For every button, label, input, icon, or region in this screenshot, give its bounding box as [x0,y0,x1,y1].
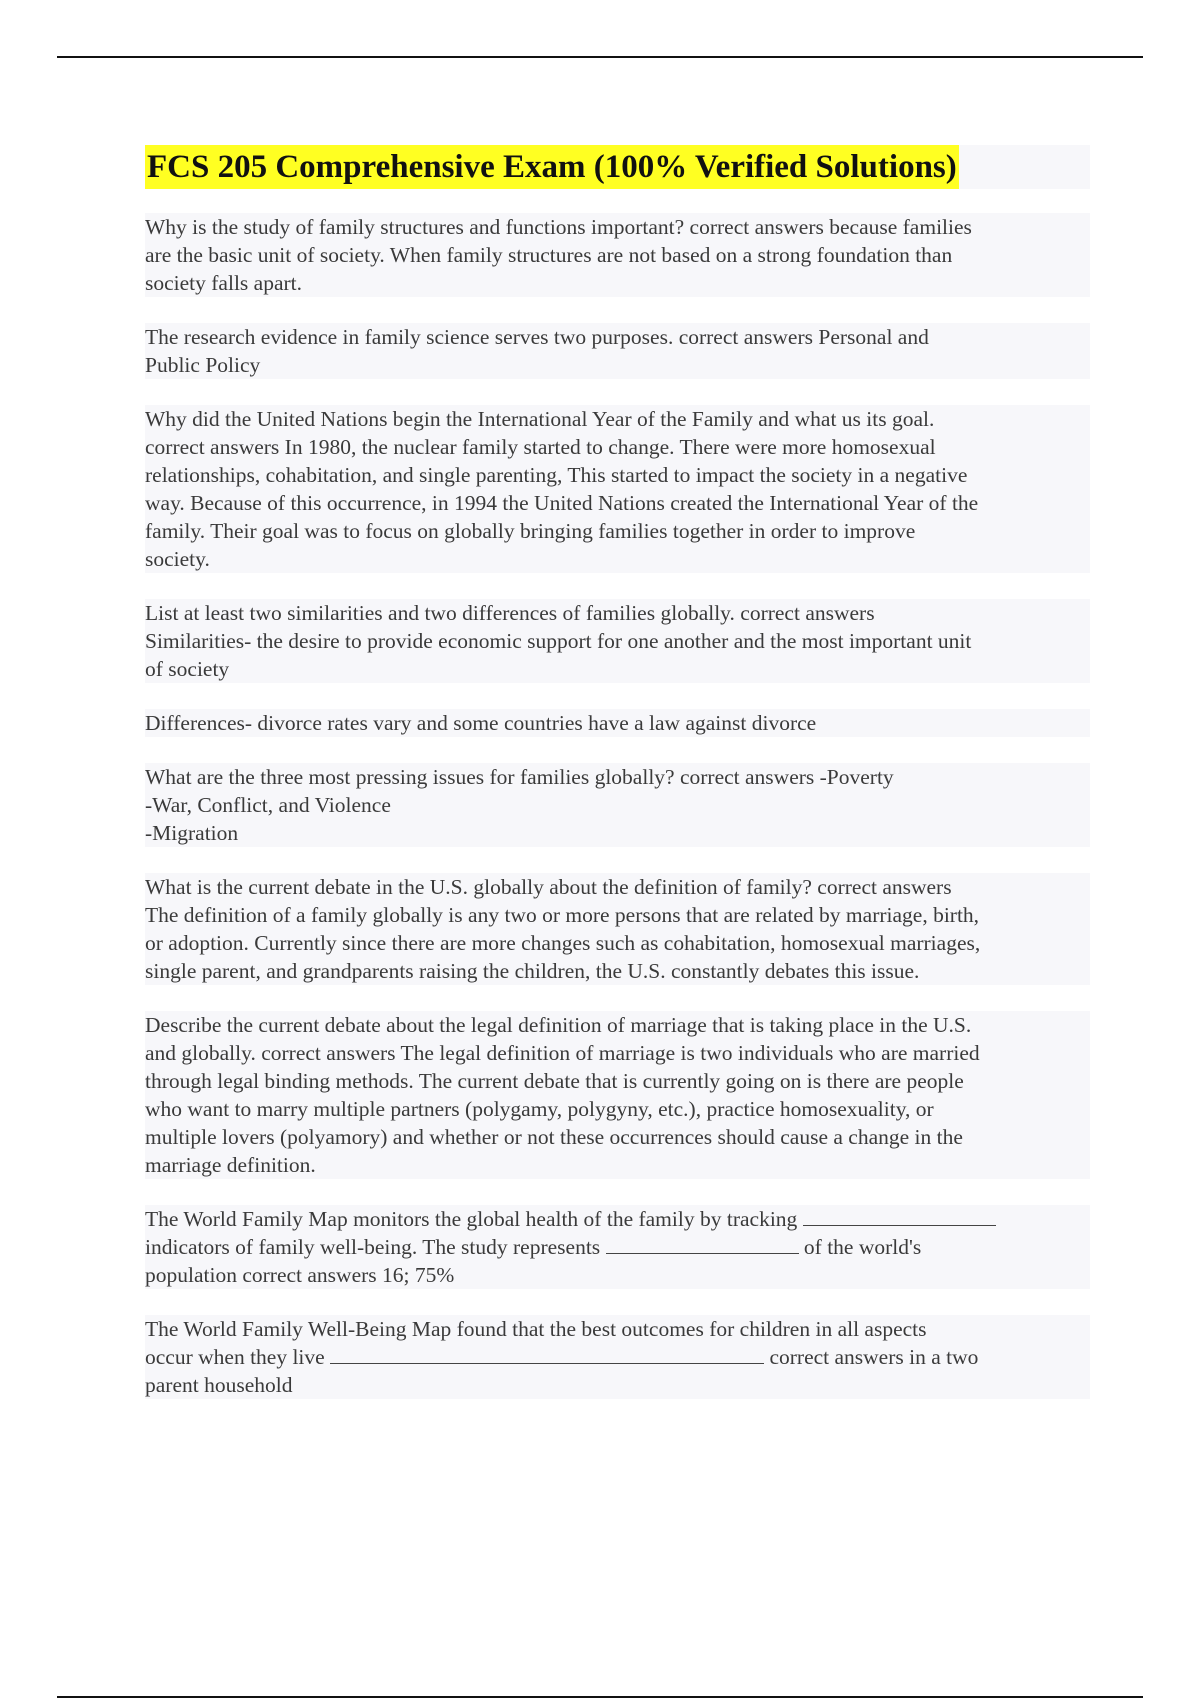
fill-in-blank [803,1205,996,1226]
text-line: parent household [145,1373,293,1397]
qa-paragraph [145,599,1090,683]
text-line: indicators of family well-being. The study represents of the world's [145,1235,922,1259]
qa-paragraph [145,213,1090,297]
header-rule [57,56,1143,58]
title-block [145,145,1090,189]
qa-paragraphs [145,213,1090,1179]
text-line: way. Because of this occurrence, in 1994 the United Nations created the International Year of the [145,491,979,515]
text-line: occur when they live correct answers in a two [145,1345,979,1369]
text-line: and globally. correct answers The legal definition of marriage is two individuals who are married [145,1041,980,1065]
qa-paragraph-well-being-map [145,1315,1090,1399]
text-line: -Migration [145,821,239,845]
text-line: The research evidence in family science serves two purposes. correct answers Personal and [145,325,929,349]
text-line: -War, Conflict, and Violence [145,793,391,817]
qa-paragraph [145,709,1090,737]
text-line: multiple lovers (polyamory) and whether or not these occurrences should cause a change in the [145,1125,963,1149]
text-line: Why did the United Nations begin the International Year of the Family and what us its goal. [145,407,935,431]
text-line: of society [145,657,230,681]
text-line: The World Family Map monitors the global health of the family by tracking [145,1205,1090,1233]
qa-paragraph [145,405,1090,573]
text-line: society. [145,547,210,571]
qa-paragraph [145,323,1090,379]
text-line: correct answers In 1980, the nuclear family started to change. There were more homosexual [145,435,936,459]
text-line: society falls apart. [145,271,303,295]
text-line: family. Their goal was to focus on globally bringing families together in order to improve [145,519,916,543]
footer-rule [57,1696,1143,1698]
qa-paragraph [145,763,1090,847]
text-line: Describe the current debate about the legal definition of marriage that is taking place in the U.S. [145,1013,972,1037]
page-title: FCS 205 Comprehensive Exam (100% Verified Solutions) [145,145,959,189]
qa-paragraph-world-family-map [145,1205,1090,1289]
text-line: What are the three most pressing issues for families globally? correct answers -Poverty [145,765,894,789]
fill-in-blank [330,1343,764,1364]
document-body [145,213,1090,1425]
fill-in-blank [606,1233,799,1254]
text-line: or adoption. Currently since there are more changes such as cohabitation, homosexual marriages, [145,931,981,955]
text-line: The definition of a family globally is any two or more persons that are related by marriage, birth, [145,903,980,927]
text-line: single parent, and grandparents raising the children, the U.S. constantly debates this issue. [145,959,920,983]
text-line: What is the current debate in the U.S. globally about the definition of family? correct answers [145,875,952,899]
text-line: Similarities- the desire to provide economic support for one another and the most important unit [145,629,972,653]
text-line: relationships, cohabitation, and single parenting, This started to impact the society in a negative [145,463,968,487]
text-line: Differences- divorce rates vary and some countries have a law against divorce [145,711,817,735]
text-line: marriage definition. [145,1153,316,1177]
text-line: Public Policy [145,353,261,377]
qa-paragraph [145,873,1090,985]
qa-paragraph [145,1011,1090,1179]
text-line: The World Family Well-Being Map found that the best outcomes for children in all aspects [145,1317,927,1341]
text-line: population correct answers 16; 75% [145,1263,455,1287]
text-line: Why is the study of family structures and functions important? correct answers because families [145,215,972,239]
text-line: through legal binding methods. The current debate that is currently going on is there are people [145,1069,964,1093]
text-line: List at least two similarities and two differences of families globally. correct answers [145,601,875,625]
text-line: are the basic unit of society. When family structures are not based on a strong foundation than [145,243,953,267]
text-line: who want to marry multiple partners (polygamy, polygyny, etc.), practice homosexuality, or [145,1097,934,1121]
